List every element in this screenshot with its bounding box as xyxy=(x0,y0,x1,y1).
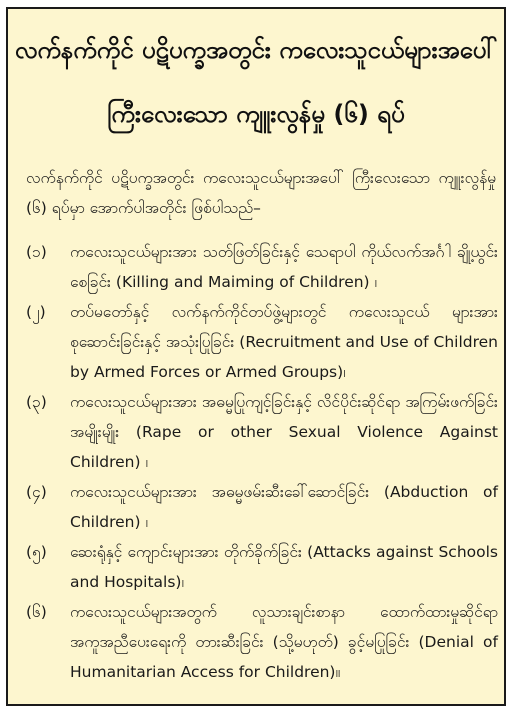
item-text: ကလေးသူငယ်များအား သတ်ဖြတ်ခြင်းနှင့် သေရာပါ ကိုယ်လက်အင်္ဂါ ချို့ယွင်းစေခြင်း (Killing and Maiming of Children) ၊ xyxy=(70,243,498,291)
list-item xyxy=(26,387,498,477)
item-number: (၃) xyxy=(26,393,47,411)
item-number: (၄) xyxy=(26,483,47,501)
item-text: ကလေးသူငယ်များအတွက် လူသားချင်းစာနာ ထောက်ထားမှုဆိုင်ရာ အကူအညီပေးရေးကို တားဆီးခြင်း (သို့မဟုတ်) ခွင့်မပြုခြင်း (Denial of Humanitarian Access for Children)။ xyxy=(70,603,498,681)
item-text: ကလေးသူငယ်များအား အဓမ္မပြုကျင့်ခြင်းနှင့် လိင်ပိုင်းဆိုင်ရာ အကြမ်းဖက်ခြင်းအမျိုးမျိုး (Rape or other Sexual Violence Against Children) ၊ xyxy=(70,393,498,471)
item-text: ဆေးရုံနှင့် ကျောင်းများအား တိုက်ခိုက်ခြင်း (Attacks against Schools and Hospitals)၊ xyxy=(70,543,498,591)
item-number: (၁) xyxy=(26,243,47,261)
item-number: (၂) xyxy=(26,303,46,321)
item-number: (၅) xyxy=(26,543,47,561)
list-item xyxy=(26,537,498,597)
title-line-1: လက်နက်ကိုင် ပဋိပက္ခအတွင်း ကလေးသူငယ်များအပေါ် xyxy=(14,36,498,64)
list-item xyxy=(26,477,498,537)
document-frame xyxy=(6,7,506,706)
list-item xyxy=(26,297,498,387)
item-number: (၆) xyxy=(26,603,47,621)
item-text: ကလေးသူငယ်များအား အဓမ္မဖမ်းဆီးခေါ်ဆောင်ခြင်း (Abduction of Children) ၊ xyxy=(70,483,498,531)
intro-paragraph: လက်နက်ကိုင် ပဋိပက္ခအတွင်း ကလေးသူငယ်များအပေါ် ကြီးလေးသော ကျူးလွန်မှု (၆) ရပ်မှာ အောက်ပါအတိုင်း ဖြစ်ပါသည်– xyxy=(26,169,496,217)
item-text: တပ်မတော်နှင့် လက်နက်ကိုင်တပ်ဖွဲ့များတွင် ကလေးသူငယ် များအား စုဆောင်းခြင်းနှင့် အသုံးပြုခြင်း (Recruitment and Use of Children by Armed Forces or Armed Groups)၊ xyxy=(70,303,498,381)
list-item xyxy=(26,237,498,297)
list-item xyxy=(26,597,498,687)
title-line-2: ကြီးလေးသော ကျူးလွန်မှု (၆) ရပ် xyxy=(107,100,405,128)
